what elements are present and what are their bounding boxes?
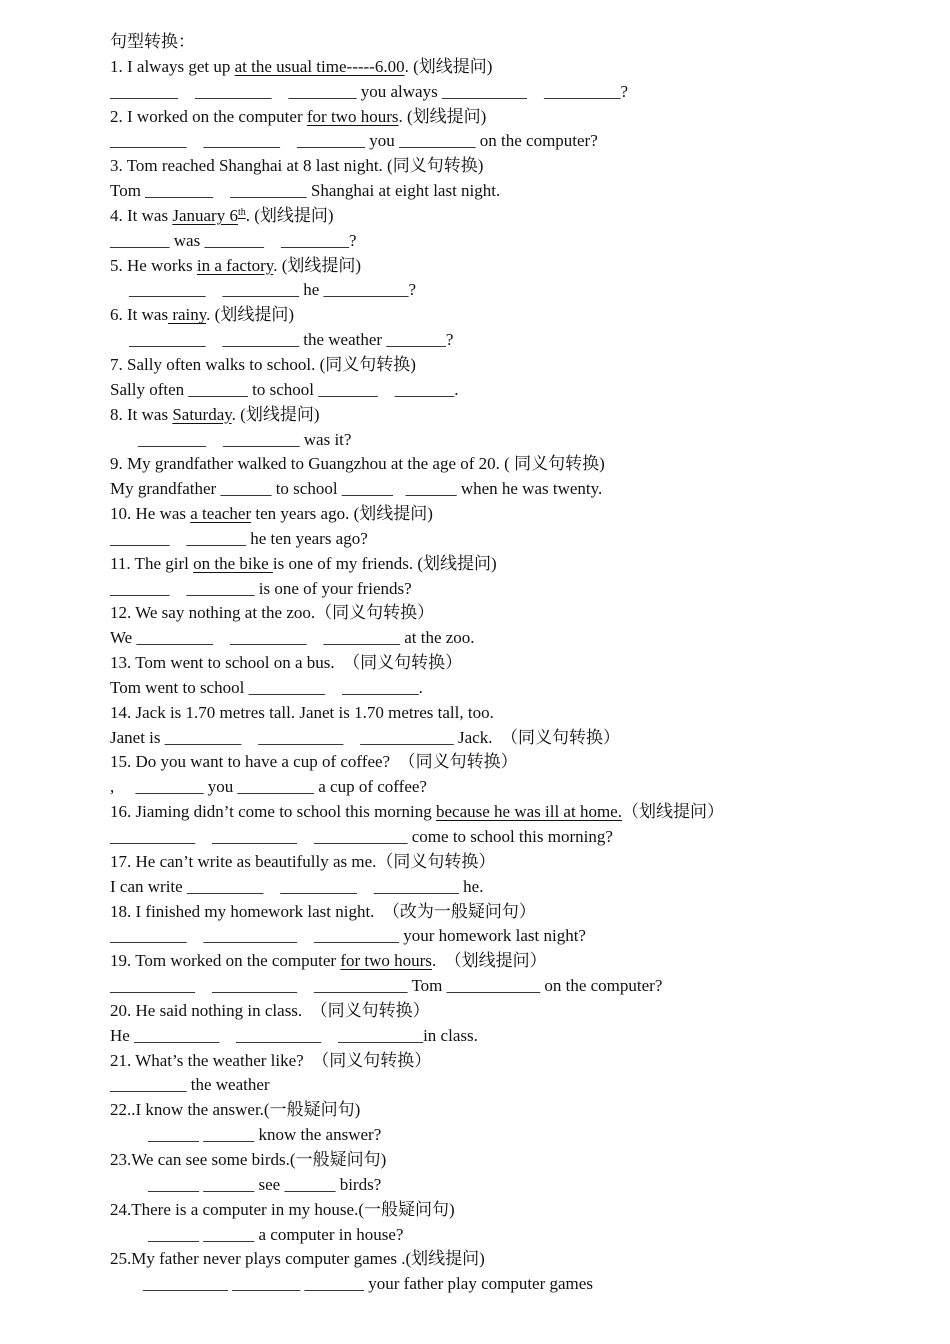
text-segment: _________ _________ ________ you _________ on the computer?: [110, 131, 598, 151]
text-segment: . (划线提问): [206, 305, 294, 325]
exercise-answer-line: [110, 775, 930, 800]
exercise-prompt: [110, 403, 930, 428]
exercise-answer-line: [110, 80, 930, 105]
exercise-answer-line: [110, 626, 930, 651]
text-segment: , ________ you _________ a cup of coffee?: [110, 777, 427, 797]
exercise-prompt: [110, 601, 930, 626]
text-segment: 22..I know the answer.(一般疑问句): [110, 1100, 361, 1120]
text-segment: ______ ______ see ______ birds?: [148, 1174, 382, 1194]
text-segment: 20. He said nothing in class. （同义句转换）: [110, 1000, 430, 1020]
text-segment: . (划线提问): [398, 106, 487, 126]
exercise-answer-line: [110, 1272, 930, 1297]
underlined-phrase: for two hours: [306, 106, 399, 126]
text-segment: We _________ _________ _________ at the zoo.: [110, 628, 475, 648]
exercise-prompt: [110, 949, 930, 974]
text-segment: __________ __________ ___________ come to school this morning?: [110, 827, 613, 846]
exercise-answer-line: [110, 527, 930, 552]
text-segment: ________ _________ ________ you always __________ _________?: [110, 81, 629, 101]
exercise-answer-line: [110, 179, 930, 204]
worksheet-title: 句型转换：: [110, 32, 195, 51]
text-segment: Tom ________ _________ Shanghai at eight last night.: [110, 181, 501, 201]
text-segment: 1. I always get up: [110, 56, 235, 76]
exercise-answer-line: [110, 129, 930, 154]
text-segment: . （划线提问）: [431, 951, 547, 971]
text-segment: I can write _________ _________ __________ he.: [110, 876, 484, 896]
exercise-answer-line: [110, 378, 930, 403]
underlined-phrase: in a factory: [196, 255, 274, 275]
exercise-prompt: [110, 452, 930, 477]
text-segment: . (划线提问): [231, 404, 320, 424]
exercise-answer-line: [110, 1073, 930, 1098]
text-segment: . (划线提问): [404, 56, 493, 76]
text-segment: _________ _________ he __________?: [129, 280, 417, 300]
exercise-prompt: [110, 750, 930, 775]
text-segment: ________ _________ was it?: [138, 429, 352, 449]
exercise-prompt: [110, 651, 930, 676]
exercise-prompt: [110, 502, 930, 527]
text-segment: 15. Do you want to have a cup of coffee? （同义句转换）: [110, 752, 518, 772]
exercise-answer-line: [110, 726, 930, 751]
text-segment: My grandfather ______ to school ______ ______ when he was twenty.: [110, 479, 603, 499]
exercise-prompt: [110, 552, 930, 577]
exercise-answer-line: [110, 974, 930, 999]
exercise-prompt: [110, 204, 930, 229]
text-segment: 17. He can’t write as beautifully as me.（同义句转换）: [110, 851, 496, 871]
exercise-answer-line: [110, 1123, 930, 1148]
text-segment: _________ the weather: [110, 1075, 270, 1095]
exercise-answer-line: [110, 1024, 930, 1049]
exercise-answer-line: [110, 477, 930, 502]
underlined-phrase: Saturday: [172, 404, 232, 424]
exercise-prompt: [110, 1098, 930, 1123]
text-segment: 5. He works: [110, 255, 197, 275]
exercise-prompt: [110, 353, 930, 378]
exercise-prompt: [110, 1148, 930, 1173]
text-segment: . (划线提问): [273, 255, 362, 275]
text-segment: He __________ __________ __________in class.: [110, 1025, 478, 1045]
text-segment: 8. It was: [110, 404, 173, 424]
text-segment: 16. Jiaming didn’t come to school this morning: [110, 802, 436, 822]
text-segment: _______ ________ is one of your friends?: [110, 578, 412, 598]
text-segment: 21. What’s the weather like? （同义句转换）: [110, 1050, 432, 1070]
text-segment: _________ ___________ __________ your homework last night?: [110, 926, 586, 946]
text-segment: is one of my friends. (划线提问): [272, 553, 497, 573]
exercise-prompt: [110, 1049, 930, 1074]
text-segment: 3. Tom reached Shanghai at 8 last night. (同义句转换): [110, 156, 484, 176]
exercise-answer-line: [110, 924, 930, 949]
text-segment: . (划线提问): [245, 205, 334, 225]
exercise-answer-line: [110, 1223, 930, 1248]
text-segment: 7. Sally often walks to school. (同义句转换): [110, 354, 416, 374]
text-segment: 10. He was: [110, 504, 191, 524]
underlined-phrase: for two hours: [340, 951, 432, 971]
text-segment: 25.My father never plays computer games .(划线提问): [110, 1249, 485, 1269]
exercise-prompt: [110, 303, 930, 328]
exercise-answer-line: [110, 825, 930, 850]
exercise-answer-line: [110, 577, 930, 602]
text-segment: 14. Jack is 1.70 metres tall. Janet is 1.70 metres tall, too.: [110, 702, 494, 722]
text-segment: Janet is _________ __________ ___________ Jack. （同义句转换）: [110, 727, 620, 747]
text-segment: 18. I finished my homework last night. （改为一般疑问句）: [110, 901, 536, 921]
underlined-phrase: at the usual time-----6.00: [234, 56, 405, 76]
exercise-prompt: [110, 850, 930, 875]
text-segment: （划线提问）: [621, 802, 724, 822]
text-segment: 6. It was: [110, 305, 169, 325]
text-segment: 12. We say nothing at the zoo.（同义句转换）: [110, 603, 435, 623]
underlined-phrase: a teacher: [190, 504, 252, 524]
exercise-prompt: [110, 154, 930, 179]
underlined-phrase: rainy: [168, 305, 207, 325]
text-segment: 13. Tom went to school on a bus. （同义句转换）: [110, 653, 463, 673]
underlined-phrase: January 6: [172, 205, 238, 225]
exercise-prompt: [110, 1247, 930, 1272]
text-segment: 9. My grandfather walked to Guangzhou at the age of 20. ( 同义句转换): [110, 454, 605, 474]
text-segment: __________ ________ _______ your father play computer games: [143, 1274, 593, 1294]
exercise-answer-line: [110, 1173, 930, 1198]
exercise-prompt: [110, 105, 930, 130]
exercise-list: [110, 55, 930, 1297]
text-segment: 23.We can see some birds.(一般疑问句): [110, 1149, 387, 1169]
text-segment: 24.There is a computer in my house.(一般疑问句): [110, 1199, 455, 1219]
exercise-answer-line: [110, 875, 930, 900]
text-segment: _________ _________ the weather _______?: [129, 330, 454, 350]
underlined-phrase: because he was ill at home.: [435, 802, 622, 822]
text-segment: 19. Tom worked on the computer: [110, 951, 341, 971]
underlined-phrase: on the bike: [193, 553, 273, 573]
exercise-prompt: [110, 900, 930, 925]
exercise-answer-line: [110, 278, 930, 303]
text-segment: 2. I worked on the computer: [110, 106, 307, 126]
text-segment: 11. The girl: [110, 553, 194, 573]
text-segment: _______ was _______ ________?: [110, 230, 357, 250]
text-segment: Tom went to school _________ _________.: [110, 677, 423, 697]
exercise-prompt: [110, 999, 930, 1024]
exercise-answer-line: [110, 428, 930, 453]
exercise-prompt: [110, 1198, 930, 1223]
text-segment: Sally often _______ to school _______ _______.: [110, 379, 459, 399]
text-segment: __________ __________ ___________ Tom ___________ on the computer?: [110, 976, 663, 996]
exercise-answer-line: [110, 328, 930, 353]
exercise-prompt: [110, 254, 930, 279]
exercise-prompt: [110, 701, 930, 726]
exercise-prompt: [110, 800, 930, 825]
text-segment: ten years ago. (划线提问): [251, 504, 433, 524]
text-segment: 4. It was: [110, 205, 173, 225]
exercise-answer-line: [110, 229, 930, 254]
exercise-answer-line: [110, 676, 930, 701]
underlined-phrase: th: [237, 206, 246, 218]
text-segment: ______ ______ know the answer?: [148, 1125, 382, 1145]
exercise-prompt: [110, 55, 930, 80]
text-segment: _______ _______ he ten years ago?: [110, 528, 368, 548]
text-segment: ______ ______ a computer in house?: [148, 1224, 404, 1244]
